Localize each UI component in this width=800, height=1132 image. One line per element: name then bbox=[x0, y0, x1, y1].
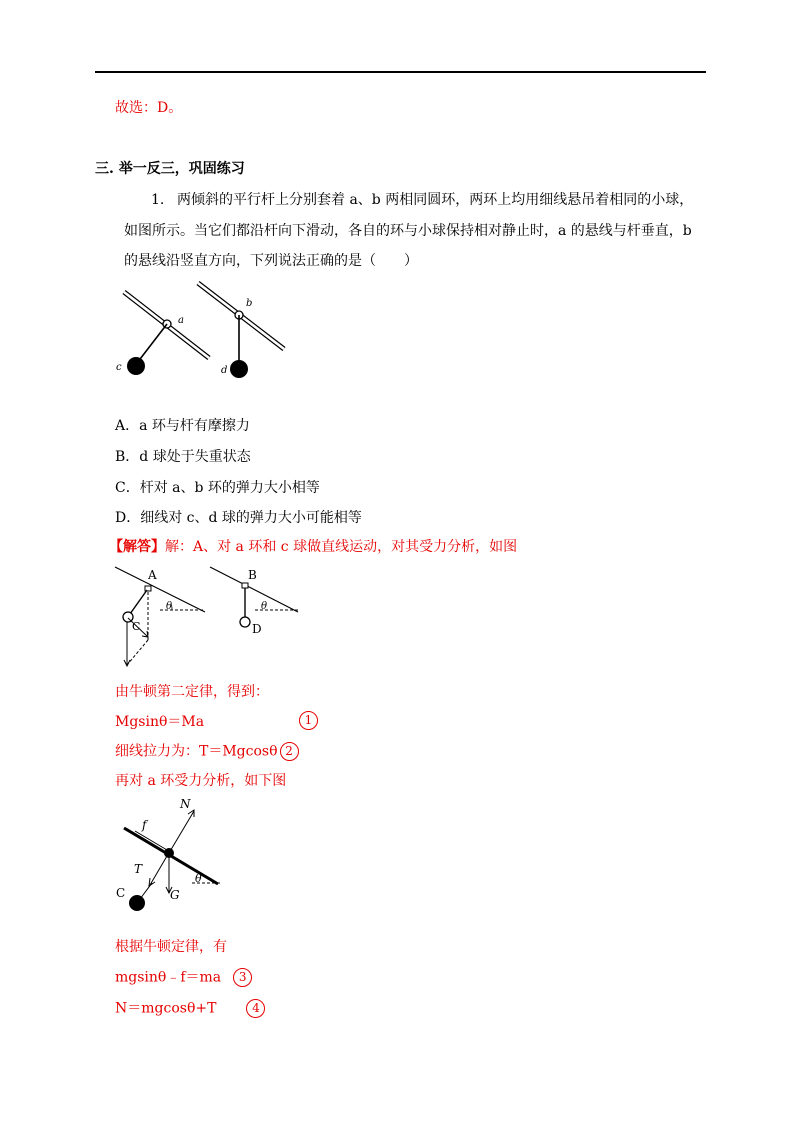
ball-c-dark bbox=[129, 895, 145, 911]
normal-force-arrow bbox=[169, 811, 194, 853]
option-c: C．杆对 a、b 环的弹力大小相等 bbox=[115, 480, 320, 496]
label-T: T bbox=[134, 862, 143, 876]
option-a: A．a 环与杆有摩擦力 bbox=[115, 418, 250, 434]
equation-2: 细线拉力为：T＝Mgcosθ 2 bbox=[115, 742, 299, 761]
option-d: D．细线对 c、d 球的弹力大小可能相等 bbox=[115, 510, 362, 526]
string-a bbox=[137, 324, 167, 363]
theta-ring: θ bbox=[195, 872, 202, 885]
solution-tag: 【解答】 bbox=[109, 539, 165, 555]
label-N: N bbox=[180, 797, 191, 811]
newton-law-line: 根据牛顿定律，有 bbox=[115, 939, 227, 955]
figure-inclined-rods bbox=[110, 280, 300, 385]
question-line-3: 的悬线沿竖直方向，下列说法正确的是（ ） bbox=[124, 253, 418, 269]
ball-d bbox=[230, 360, 248, 378]
previous-answer: 故选：D。 bbox=[115, 100, 183, 116]
theta-B: θ bbox=[261, 601, 268, 612]
equation-1-marker: 1 bbox=[297, 711, 318, 730]
rod-A bbox=[115, 567, 205, 612]
ring-analysis-line: 再对 a 环受力分析，如下图 bbox=[115, 773, 287, 789]
equation-2-marker: 2 bbox=[280, 742, 299, 761]
ball-c bbox=[127, 357, 145, 375]
friction-arrow bbox=[135, 831, 167, 850]
label-C: C bbox=[132, 620, 141, 633]
header-rule bbox=[95, 71, 706, 73]
ring-A bbox=[145, 586, 151, 591]
option-b: B．d 球处于失重状态 bbox=[115, 449, 251, 465]
label-c: c bbox=[116, 362, 122, 373]
ring-B bbox=[242, 583, 248, 588]
question-line-2: 如图所示。当它们都沿杆向下滑动，各自的环与小球保持相对静止时，a 的悬线与杆垂直，b bbox=[124, 223, 692, 239]
tension-arrow bbox=[150, 856, 167, 885]
equation-1: Mgsinθ＝Ma bbox=[115, 714, 205, 730]
label-G: G bbox=[170, 888, 180, 902]
figure-force-analysis-1 bbox=[110, 562, 310, 670]
label-B: B bbox=[248, 568, 257, 582]
label-f: f bbox=[142, 818, 147, 832]
label-A: A bbox=[148, 568, 157, 582]
figure-force-analysis-ring bbox=[110, 795, 230, 915]
string-A bbox=[130, 590, 147, 614]
equation-3-marker: 3 bbox=[233, 968, 252, 987]
theta-A: θ bbox=[166, 601, 173, 612]
section-title: 三. 举一反三，巩固练习 bbox=[95, 161, 245, 177]
label-b: b bbox=[246, 298, 253, 309]
solution-intro-text: 解：A、对 a 环和 c 球做直线运动，对其受力分析，如图 bbox=[165, 539, 518, 555]
question-line-1: 两倾斜的平行杆上分别套着 a、b 两相同圆环，两环上均用细线悬吊着相同的小球， bbox=[177, 192, 694, 208]
solution-intro bbox=[109, 538, 517, 556]
label-a: a bbox=[178, 315, 184, 326]
equation-4: N＝mgcosθ+T 4 bbox=[115, 999, 265, 1018]
newton-second-law-line: 由牛顿第二定律，得到： bbox=[115, 684, 269, 700]
label-C-ring: C bbox=[116, 886, 126, 900]
ball-D bbox=[240, 617, 250, 627]
label-D: D bbox=[252, 622, 262, 636]
label-d: d bbox=[221, 365, 228, 376]
question-number: 1. bbox=[151, 192, 165, 208]
equation-4-marker: 4 bbox=[246, 999, 265, 1018]
equation-3: mgsinθ﹣f＝ma 3 bbox=[115, 968, 252, 987]
